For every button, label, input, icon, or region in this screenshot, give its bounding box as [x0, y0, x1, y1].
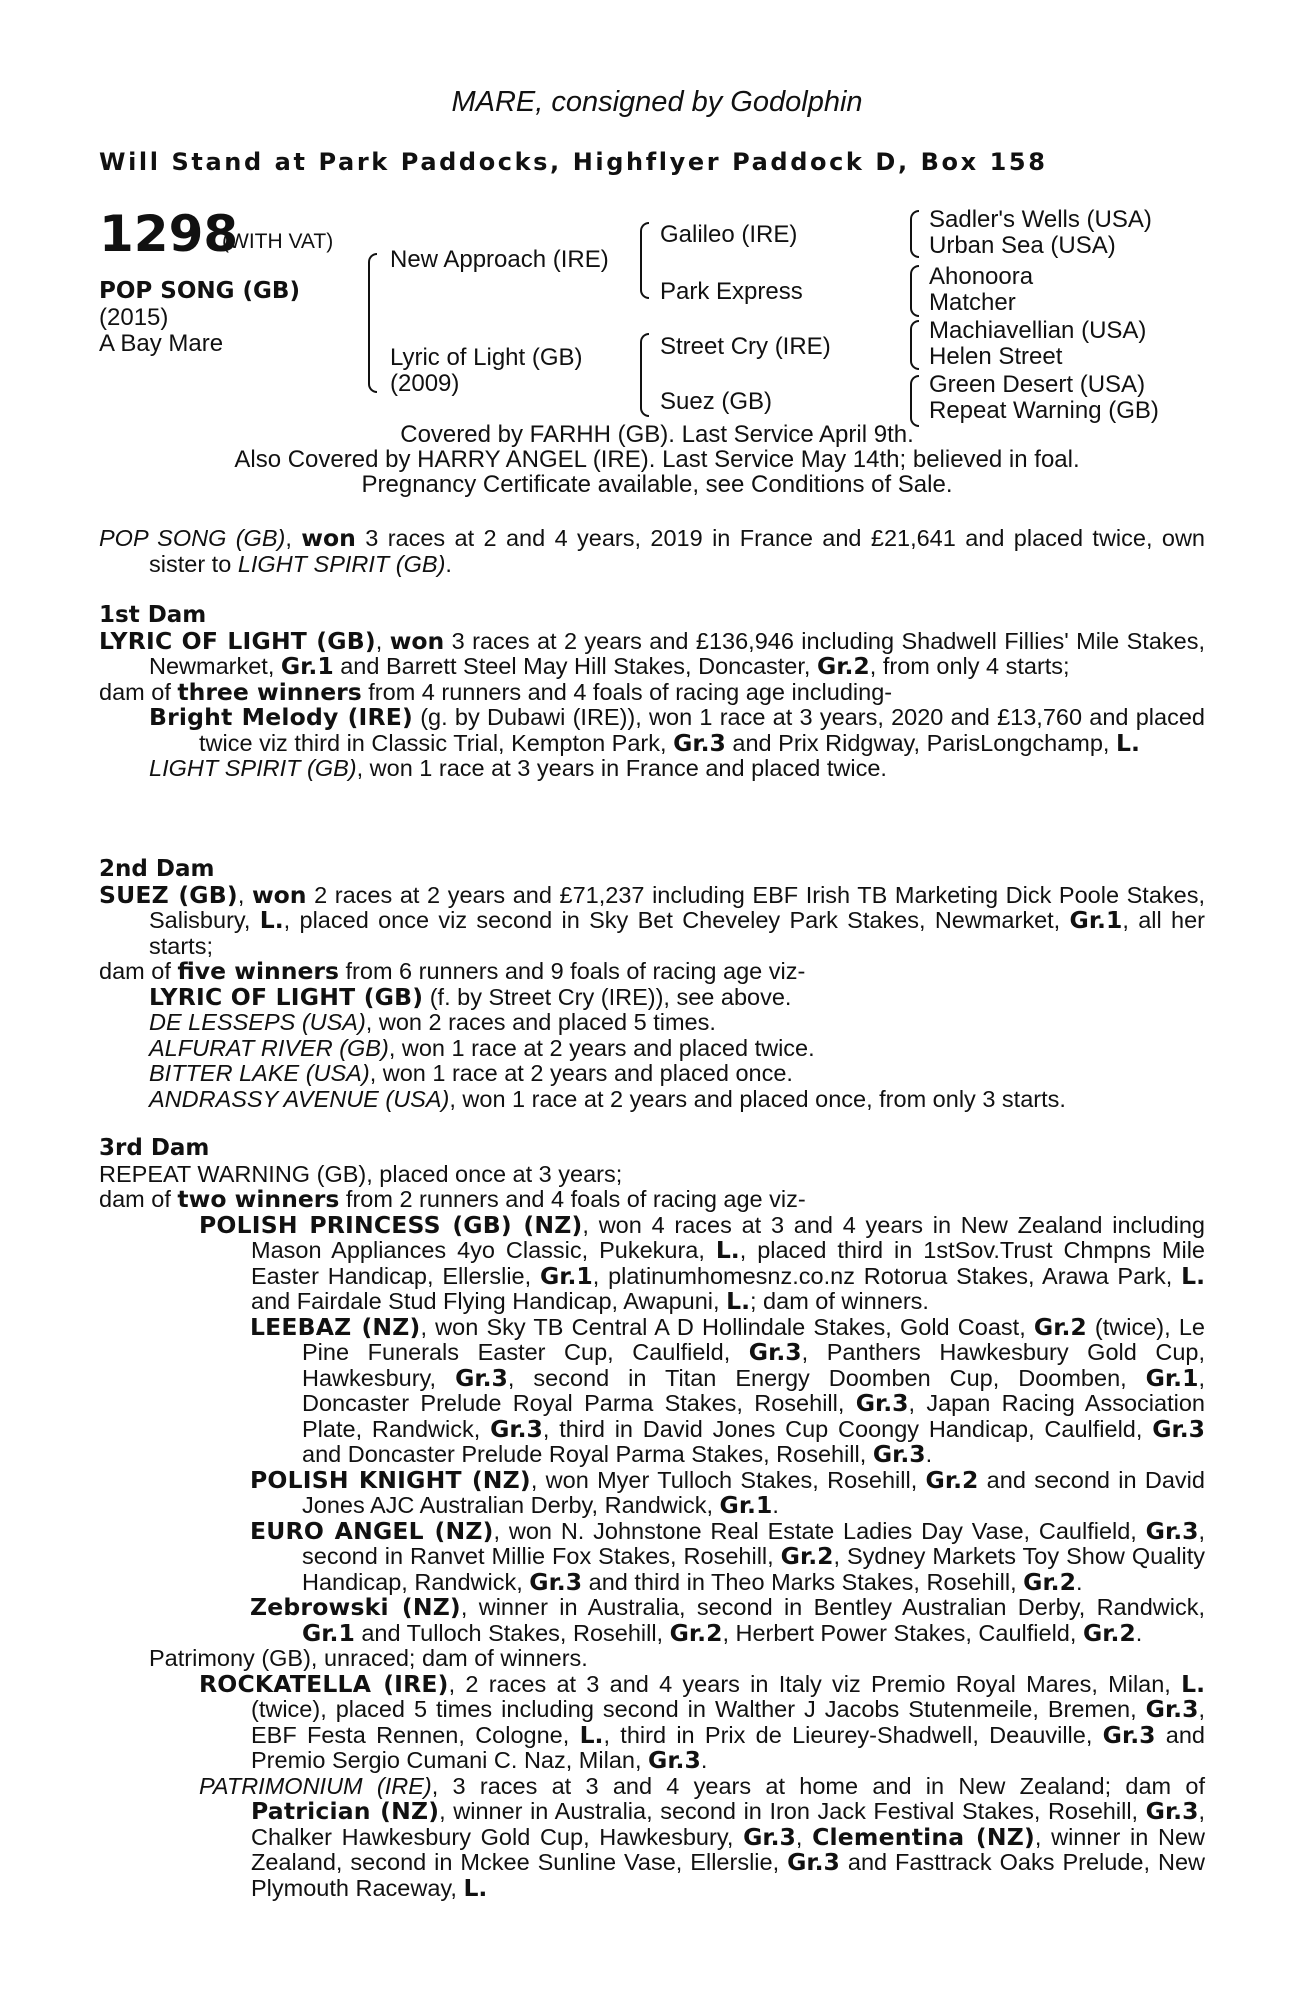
first-dam-heading: 1st Dam: [99, 602, 207, 628]
sss: Sadler's Wells (USA): [929, 206, 1152, 233]
sire-sire: Galileo (IRE): [660, 221, 798, 248]
dam: Lyric of Light (GB): [390, 344, 583, 371]
produce-patrimony: Patrimony (GB), unraced; dam of winners.: [149, 1645, 588, 1671]
produce-light-spirit: LIGHT SPIRIT (GB), won 1 race at 3 years in France and placed twice.: [149, 755, 887, 781]
dsd: Helen Street: [929, 343, 1063, 370]
produce-andrassy-avenue: ANDRASSY AVENUE (USA), won 1 race at 2 years and placed once, from only 3 starts.: [149, 1085, 1066, 1112]
second-dam-produce: dam of five winners from 6 runners and 9 foals of racing age viz-: [99, 957, 806, 985]
produce-polish-princess: POLISH PRINCESS (GB) (NZ), won 4 races at 3 and 4 years in New Zealand including Mason Appliances 4yo Classic, Pukekura, L., placed third in 1stSov.Trust Chmpns Mile Easter Handicap, Ellerslie, Gr.1, platinumhomesnz.co.nz Rotorua Stakes, Arawa Park, L. and Fairdale Stud Flying Handicap, Awapuni, L.; dam of winners.: [199, 1210, 1206, 1315]
intro-section: [99, 526, 1205, 577]
produce-bitter-lake: BITTER LAKE (USA), won 1 race at 2 years and placed once.: [149, 1060, 793, 1086]
produce-rockatella: ROCKATELLA (IRE), 2 races at 3 and 4 years in Italy viz Premio Royal Mares, Milan, L. (twice), placed 5 times including second in Walther J Jacobs Stutenmeile, Bremen, Gr.3, EBF Festa Rennen, Cologne, L., third in Prix de Lieurey-Shadwell, Deauville, Gr.3 and Premio Sergio Cumani C. Naz, Milan, Gr.3.: [199, 1669, 1206, 1774]
third-dam-section: [99, 1136, 1205, 1901]
first-dam-produce: dam of three winners from 4 runners and 4 foals of racing age including-: [99, 677, 893, 706]
dam-dam: Suez (GB): [660, 388, 773, 415]
pedigree-brace-sire: [640, 222, 649, 299]
foaling-year: (2015): [99, 304, 169, 331]
first-dam-record: LYRIC OF LIGHT (GB), won 3 races at 2 years and £136,946 including Shadwell Fillies' Mile Stakes, Newmarket, Gr.1 and Barrett Steel May Hill Stakes, Doncaster, Gr.2, from only 4 starts;: [99, 626, 1205, 680]
second-dam-section: [99, 857, 1205, 1112]
third-dam-produce: dam of two winners from 2 runners and 4 foals of racing age viz-: [99, 1185, 806, 1213]
dam-year: (2009): [390, 370, 460, 397]
dds: Green Desert (USA): [929, 371, 1146, 398]
produce-zebrowski: Zebrowski (NZ), winner in Australia, second in Bentley Australian Derby, Randwick, Gr.1 and Tulloch Stakes, Rosehill, Gr.2, Herbert Power Stakes, Caulfield, Gr.2.: [250, 1593, 1205, 1647]
pedigree-brace-dam: [640, 333, 649, 417]
produce-de-lesseps: DE LESSEPS (USA), won 2 races and placed 5 times.: [149, 1009, 716, 1035]
second-dam-record: SUEZ (GB), won 2 races at 2 years and £71,237 including EBF Irish TB Marketing Dick Poole Stakes, Salisbury, L., placed once viz second in Sky Bet Cheveley Park Stakes, Newmarket, Gr.1, all her starts;: [99, 880, 1205, 959]
pedigree-brace-main: [368, 253, 377, 393]
third-dam-record: REPEAT WARNING (GB), placed once at 3 years;: [99, 1160, 623, 1187]
produce-lyric-of-light: LYRIC OF LIGHT (GB) (f. by Street Cry (IRE)), see above.: [149, 982, 792, 1011]
pedigree-brace-dd: [910, 375, 919, 427]
lot-number: 1298: [99, 205, 239, 263]
pedigree-brace-sd: [910, 265, 919, 317]
produce-polish-knight: POLISH KNIGHT (NZ), won Myer Tulloch Stakes, Rosehill, Gr.2 and second in David Jones AJC Australian Derby, Randwick, Gr.1.: [250, 1465, 1205, 1519]
produce-leebaz: LEEBAZ (NZ), won Sky TB Central A D Hollindale Stakes, Gold Coast, Gr.2 (twice), Le Pine Funerals Easter Cup, Caulfield, Gr.3, Panthers Hawkesbury Gold Cup, Hawkesbury, Gr.3, second in Titan Energy Doomben Cup, Doomben, Gr.1, Doncaster Prelude Royal Parma Stakes, Rosehill, Gr.3, Japan Racing Association Plate, Randwick, Gr.3, third in David Jones Cup Coongy Handicap, Caulfield, Gr.3 and Doncaster Prelude Royal Parma Stakes, Rosehill, Gr.3.: [250, 1312, 1206, 1468]
ssd: Urban Sea (USA): [929, 232, 1116, 259]
first-dam-section: [99, 603, 1205, 782]
covering-line-2: Also Covered by HARRY ANGEL (IRE). Last Service May 14th; believed in foal.: [234, 446, 1080, 473]
dam-sire: Street Cry (IRE): [660, 333, 831, 360]
horse-description: A Bay Mare: [99, 330, 224, 357]
dss: Machiavellian (USA): [929, 317, 1147, 344]
horse-name: POP SONG (GB): [99, 278, 300, 304]
produce-bright-melody: Bright Melody (IRE) (g. by Dubawi (IRE)), won 1 race at 3 years, 2020 and £13,760 and placed twice viz third in Classic Trial, Kempton Park, Gr.3 and Prix Ridgway, ParisLongchamp, L.: [149, 703, 1205, 757]
produce-euro-angel: EURO ANGEL (NZ), won N. Johnstone Real Estate Ladies Day Vase, Caulfield, Gr.3, second in Ranvet Millie Fox Stakes, Rosehill, Gr.2, Sydney Markets Toy Show Quality Handicap, Randwick, Gr.3 and third in Theo Marks Stakes, Rosehill, Gr.2.: [250, 1516, 1206, 1596]
covering-line-1: Covered by FARHH (GB). Last Service April 9th.: [400, 421, 914, 448]
vat-note: (WITH VAT): [222, 230, 334, 253]
sire-dam: Park Express: [660, 278, 803, 305]
sdd: Matcher: [929, 289, 1016, 316]
lot-title: MARE, consigned by Godolphin: [451, 86, 863, 118]
pedigree-brace-ds: [910, 320, 919, 370]
third-dam-heading: 3rd Dam: [99, 1135, 210, 1161]
pedigree-brace-ss: [910, 210, 919, 258]
ddd: Repeat Warning (GB): [929, 397, 1159, 424]
produce-patrimonium: PATRIMONIUM (IRE), 3 races at 3 and 4 years at home and in New Zealand; dam of Patrician (NZ), winner in Australia, second in Iron Jack Festival Stakes, Rosehill, Gr.3, Chalker Hawkesbury Gold Cup, Hawkesbury, Gr.3, Clementina (NZ), winner in New Zealand, second in Mckee Sunline Vase, Ellerslie, Gr.3 and Fasttrack Oaks Prelude, New Plymouth Raceway, L.: [199, 1772, 1205, 1902]
produce-alfurat-river: ALFURAT RIVER (GB), won 1 race at 2 years and placed twice.: [149, 1034, 815, 1061]
sire: New Approach (IRE): [390, 246, 609, 273]
second-dam-heading: 2nd Dam: [99, 856, 215, 882]
sds: Ahonoora: [929, 263, 1034, 290]
intro-paragraph: POP SONG (GB), won 3 races at 2 and 4 years, 2019 in France and £21,641 and placed twice, own sister to LIGHT SPIRIT (GB).: [99, 524, 1205, 577]
stand-location: Will Stand at Park Paddocks, Highflyer Paddock D, Box 158: [99, 148, 1048, 176]
covering-line-3: Pregnancy Certificate available, see Conditions of Sale.: [361, 471, 953, 498]
